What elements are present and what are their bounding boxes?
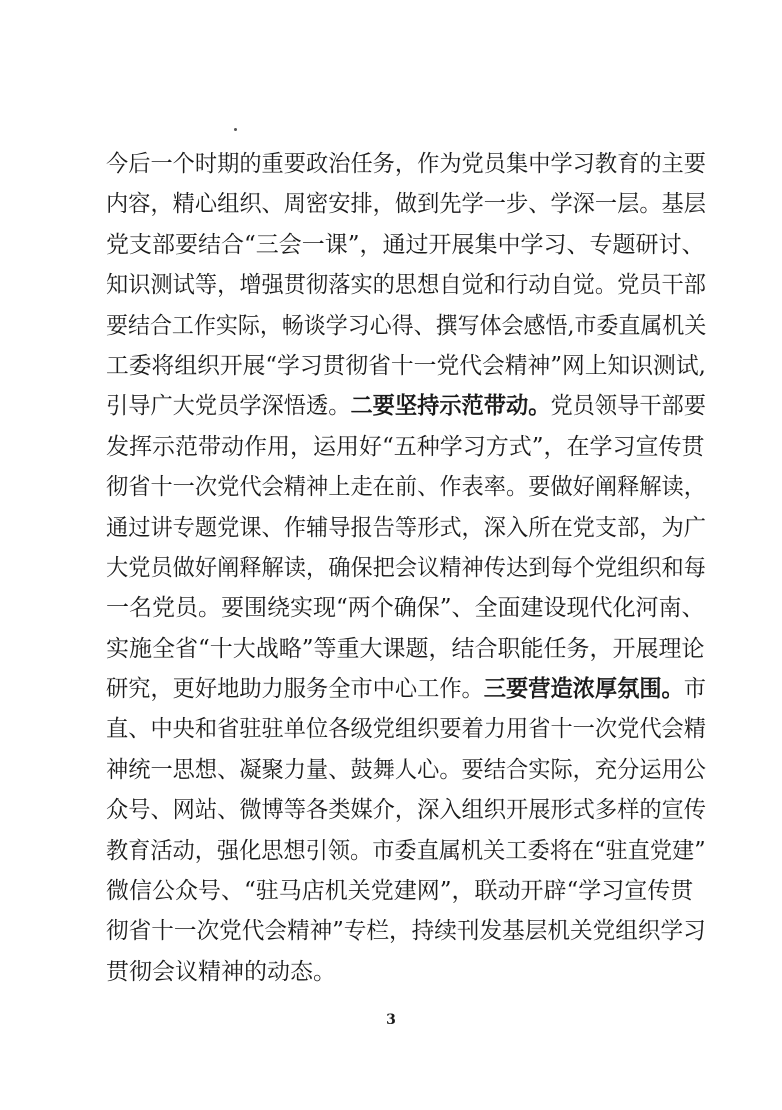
text-segment: 彻省十一次党代会精神”专栏，持续刊发基层机关党组织学习 <box>106 918 706 945</box>
text-line <box>106 911 706 951</box>
text-segment: 教育活动，强化思想引领。市委直属机关工委将在“驻直党建” <box>106 837 706 864</box>
text-segment: 引导广大党员学深悟透。 <box>106 393 351 420</box>
text-segment: 党支部要结合“三会一课”，通过开展集中学习、专题研讨、 <box>106 231 705 258</box>
text-segment: 彻省十一次党代会精神上走在前、作表率。要做好阐释解读， <box>106 474 706 501</box>
text-line <box>106 871 706 911</box>
text-line <box>106 588 706 628</box>
text-line <box>106 306 707 346</box>
text-line <box>106 669 706 709</box>
text-segment: 工委将组织开展“学习贯彻省十一党代会精神”网上知识测试, <box>106 352 706 379</box>
text-line <box>106 265 706 305</box>
text-line <box>106 346 706 386</box>
bold-heading-phrase: 三要营造浓厚氛围。 <box>483 675 684 703</box>
text-line <box>106 508 706 548</box>
body-text <box>106 144 706 992</box>
text-line <box>106 427 706 467</box>
scan-speck <box>234 128 237 131</box>
text-segment: 党员领导干部要 <box>550 393 706 420</box>
text-segment: 发挥示范带动作用，运用好“五种学习方式”，在学习宣传贯 <box>106 433 705 460</box>
text-segment: 直、中央和省驻驻单位各级党组织要着力用省十一次党代会精 <box>106 716 706 743</box>
text-line <box>106 629 706 669</box>
text-segment: 知识测试等，增强贯彻落实的思想自觉和行动自觉。党员干部 <box>106 272 706 299</box>
text-line <box>106 548 706 588</box>
text-segment: 大党员做好阐释解读，确保把会议精神传达到每个党组织和每 <box>106 554 706 581</box>
text-segment: 贯彻会议精神的动态。 <box>106 958 336 985</box>
text-segment: 众号、网站、微博等各类媒介，深入组织开展形式多样的宣传 <box>106 797 706 824</box>
text-segment: 今后一个时期的重要政治任务，作为党员集中学习教育的主要 <box>106 151 706 177</box>
bold-heading-phrase: 二要坚持示范带动。 <box>350 392 551 420</box>
text-segment: 市 <box>683 676 706 703</box>
text-line <box>106 790 706 830</box>
page-number: 3 <box>386 1012 396 1028</box>
text-line <box>106 184 706 224</box>
text-segment: 要结合工作实际，畅谈学习心得、撰写体会感悟,市委直属机关 <box>106 312 707 339</box>
text-line <box>106 467 706 507</box>
text-segment: 研究，更好地助力服务全市中心工作。 <box>106 676 484 703</box>
text-segment: 实施全省“十大战略”等重大课题，结合职能任务，开展理论 <box>106 635 705 662</box>
text-line <box>106 386 706 426</box>
text-segment: 神统一思想、凝聚力量、鼓舞人心。要结合实际，充分运用公 <box>106 756 706 783</box>
text-segment: 微信公众号、“驻马店机关党建网”，联动开辟“学习宣传贯 <box>106 878 694 905</box>
text-line <box>106 750 706 790</box>
text-line <box>106 831 706 871</box>
text-line <box>106 952 706 992</box>
text-segment: 一名党员。要围绕实现“两个确保”、全面建设现代化河南、 <box>106 595 705 622</box>
text-line <box>106 144 706 184</box>
text-line <box>106 225 706 265</box>
text-segment: 内容，精心组织、周密安排，做到先学一步、学深一层。基层 <box>106 191 706 218</box>
text-segment: 通过讲专题党课、作辅导报告等形式，深入所在党支部，为广 <box>106 514 706 541</box>
text-line <box>106 709 706 749</box>
